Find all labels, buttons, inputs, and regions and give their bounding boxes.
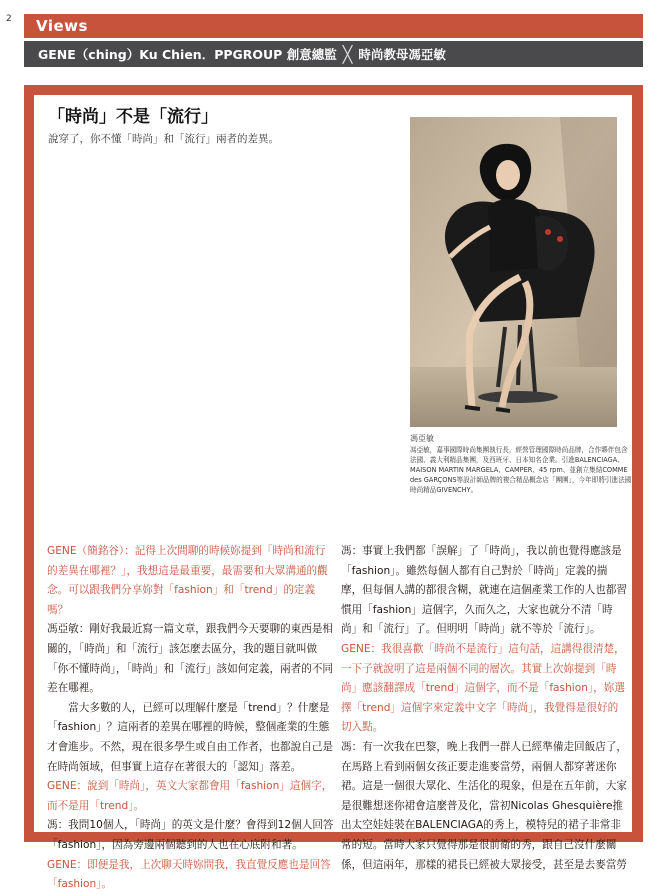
photo-caption-bio: 馮亞敏，嘉事國際時尚集團執行長，經營管理國際時尚品牌，合作夥伴包含法國、義大利精品集團，及西班牙、日本知名企業。引進BALENCIAGA、MAISON MARTIN MARGELA、CAMPER、45 rpm、並創立集結COMME des GARÇONS等設計師品牌的複合精品概念店「團團」，今年即將引進法國時尚精品GIVENCHY。 (410, 446, 632, 494)
section-header (24, 14, 643, 38)
photo-caption-name: 馮亞敏 (410, 434, 434, 443)
interviewer-name: GENE（ching）Ku Chien．PPGROUP 創意總監 (38, 47, 337, 62)
interview-question: GENE：即便是我，上次聊天時妳問我，我直覺反應也是回答「fashion」。 (47, 858, 331, 891)
cross-icon: ╳ (342, 44, 353, 64)
interview-answer: 馮亞敏：剛好我最近寫一篇文章，跟我們今天要聊的東西是相關的，「時尚」和「流行」該怎麼去區分，我的題目就叫做「你不懂時尚」，「時尚」和「流行」該如何定義，兩者的不同差在哪裡。 (47, 623, 334, 695)
article-column-left (47, 542, 334, 895)
interviewee-name: 時尚教母馮亞敏 (358, 47, 446, 62)
interview-answer: 馮：我問10個人，「時尚」的英文是什麼？會得到12個人回答「fashion」，因為旁邊兩個聽到的人也在心底附和著。 (47, 819, 334, 851)
portrait-photo (410, 117, 617, 427)
section-label: Views (36, 17, 88, 35)
portrait-illustration (410, 117, 617, 427)
interview-answer: 馮：有一次我在巴黎，晚上我們一群人已經準備走回飯店了，在馬路上看到兩個女孩正要走進麥當勞，兩個人都穿著迷你裙。這是一個很大眾化、生活化的現象，但是在五年前，大家是很難想迷你裙會這麼普及化，當初Nicolas Ghesquière推出太空娃娃裝在BALENCIAGA的秀上，模特兒的裙子非常非常的短。當時大家只覺得那是很前衛的秀，跟自己沒什麼關係，但這兩年，那樣的裙長已經被大眾接受，甚至是去麥當勞 (341, 740, 628, 871)
article-title: 「時尚」不是「流行」 (48, 107, 218, 127)
page-number: 2 (6, 14, 12, 24)
interview-answer: 當大多數的人，已經可以理解什麼是「trend」？什麼是「fashion」？這兩者的差異在哪裡的時候，整個產業的生態才會進步。不然，現在很多學生或自由工作者，也都說自己是在時尚領域，但事實上這存在著很大的「認知」落差。 (47, 701, 334, 773)
interview-subheader (24, 41, 643, 67)
interview-question: GENE（簡銘谷）：記得上次間聊的時候妳提到「時尚和流行的差異在哪裡？」，我想這是最重要，最需要和大眾溝通的觀念。可以跟我們分享妳對「fashion」和「trend」的定義嗎？ (47, 545, 328, 616)
interview-question: GENE：我很喜歡「時尚不是流行」這句話，這講得很清楚，一下子就說明了這是兩個不同的層次。其實上次妳提到「時尚」應該翻譯成「trend」這個字，而不是「fashion」，妳選擇「trend」這個字來定義中文字「時尚」，我覺得是很好的切入點。 (341, 642, 625, 734)
interview-question: GENE：說到「時尚」，英文大家都會用「fashion」這個字，而不是用「trend」。 (47, 780, 333, 812)
interview-answer: 馮：事實上我們都「誤解」了「時尚」，我以前也覺得應該是「fashion」。雖然每個人都有自己對於「時尚」定義的揣摩，但每個人講的都很含糊，就連在這個產業工作的人也都習慣用「fashion」這個字，久而久之，大家也就分不清「時尚」和「流行」了。但明明「時尚」就不等於「流行」。 (341, 545, 628, 636)
article-lead: 說穿了，你不懂「時尚」和「流行」兩者的差異。 (48, 133, 279, 145)
article-column-right (341, 542, 628, 875)
